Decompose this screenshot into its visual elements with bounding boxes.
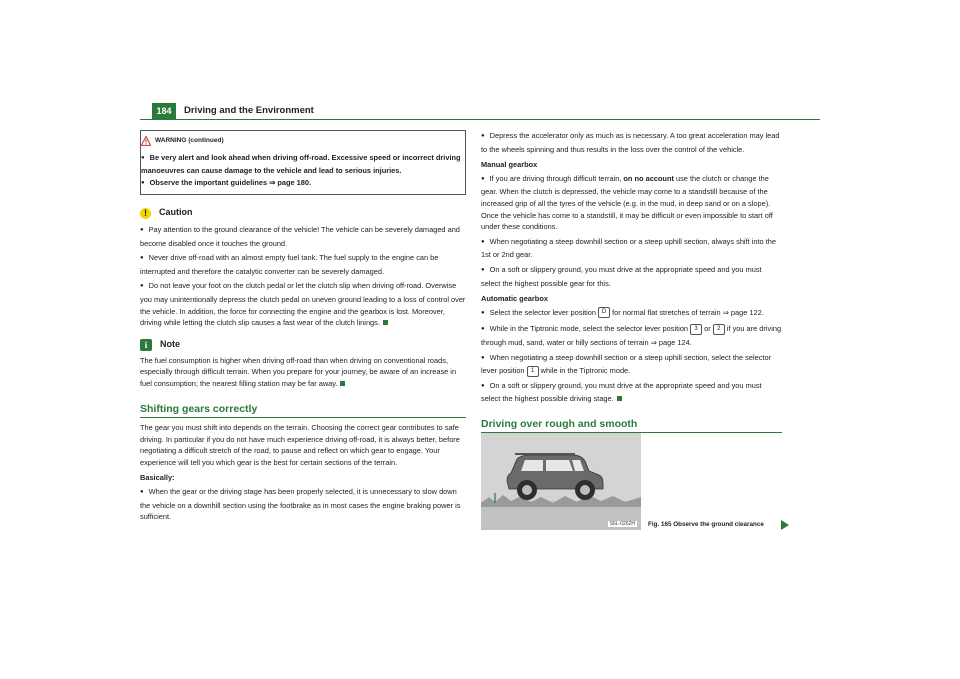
manual-item: ● On a soft or slippery ground, you must drive at the appropriate speed and you must select the highest possible gear for this.	[481, 264, 782, 289]
left-column	[140, 130, 466, 526]
page-header	[140, 102, 820, 120]
note-text-paragraph	[140, 355, 466, 390]
warning-box	[140, 130, 466, 195]
header-divider	[140, 119, 820, 120]
figure-vehicle-ground-clearance	[481, 433, 641, 530]
manual-item-text: use the clutch or change the gear. When the clutch is depressed, the vehicle may come to a standstill because of the increased grip of all the tyres of the vehicle (e.g. in the mud, in deep sand or on a slope). Once the vehicle has come to a standstill, it may be difficult or even impossible to start off under these conditions.	[481, 173, 773, 232]
basically-item: ● When the gear or the driving stage has been properly selected, it is unnecessary to slow down the vehicle on a downhill section using the footbrake as in most cases the engine braking power is sufficient.	[140, 486, 466, 523]
note-text: The fuel consumption is higher when driving off-road than when driving on conventional roads, especially through difficult terrain. When you prepare for your journey, be aware of an increase in fuel consumption; the nearest filling station may be far away.	[140, 355, 457, 388]
section-title-rough-smooth: Driving over rough and smooth	[481, 419, 782, 434]
accelerator-item: ● Depress the accelerator only as much as is necessary. A too great acceleration may lead to the wheels spinning and thus results in the loss over the control of the vehicle.	[481, 130, 782, 155]
caution-heading-text: Caution	[159, 207, 193, 218]
selector-position-badge: 3	[690, 324, 702, 335]
section-end-mark	[617, 396, 622, 401]
section-end-mark	[340, 381, 345, 386]
automatic-item	[481, 307, 782, 321]
basically-label: Basically:	[140, 473, 175, 483]
selector-position-badge: 1	[527, 366, 539, 377]
warning-triangle-icon	[141, 136, 151, 146]
automatic-item-text: When negotiating a steep downhill section or a steep uphill section, select the selector lever position	[481, 352, 772, 376]
shifting-intro: The gear you must shift into depends on the terrain. Choosing the correct gear contributes to safe driving. In particular if you do not have much experience driving off-road, it is always better, before negotiating a difficult stretch of the road, to pause and reflect on which gear to engage. Your experience will tell you which gear is the best for certain sections of the terrain.	[140, 423, 460, 467]
automatic-item-text: if you are driving through mud, sand, water or hilly sections of terrain ⇒ page 124.	[481, 324, 782, 347]
automatic-item-text: Select the selector lever position	[489, 307, 599, 317]
page-number: 184	[152, 103, 176, 119]
caution-item	[140, 280, 466, 328]
warning-item: ● Be very alert and look ahead when driving off-road. Excessive speed or incorrect driving manoeuvres can cause damage to the vehicle and lead to serious injuries.	[141, 152, 461, 177]
section-end-mark	[383, 320, 388, 325]
warning-heading-text: WARNING (continued)	[155, 137, 224, 144]
page-title: Driving and the Environment	[184, 105, 314, 116]
selector-position-badge: 2	[713, 324, 725, 335]
automatic-item	[481, 352, 782, 377]
warning-heading	[141, 135, 461, 147]
selector-position-badge: D	[598, 307, 610, 318]
caution-item-text: Do not leave your foot on the clutch pedal or let the clutch slip when driving off-road. Overwise you may unintentionally depress the clutch pedal on uneven ground leading to a loss of control over the vehicle. In addition, the force for connecting the engine and the gearbox is lost. Moreover, driving while letting the clutch slip causes a fast wear of the clutch linings.	[140, 281, 466, 328]
right-column	[481, 130, 782, 437]
note-heading	[140, 339, 466, 351]
figure-code: S6L-0262H	[609, 521, 635, 527]
note-heading-text: Note	[160, 338, 180, 349]
car-offroad-illustration	[481, 433, 641, 530]
caution-heading	[140, 207, 466, 219]
automatic-item-text: or	[702, 324, 713, 334]
note-info-icon: i	[140, 339, 152, 351]
automatic-item-text: While in the Tiptronic mode, select the selector lever position	[489, 324, 691, 334]
automatic-item-text: while in the Tiptronic mode.	[538, 366, 631, 376]
manual-item-text: If you are driving through difficult terrain,	[489, 173, 624, 183]
manual-item-emphasis: on no account	[623, 173, 674, 183]
caution-item: ● Pay attention to the ground clearance of the vehicle! The vehicle can be severely damaged and become disabled once it touches the ground.	[140, 224, 466, 249]
automatic-item	[481, 380, 782, 405]
manual-item: ● When negotiating a steep downhill section or a steep uphill section, always shift into the 1st or 2nd gear.	[481, 236, 782, 261]
automatic-gearbox-label: Automatic gearbox	[481, 294, 548, 304]
automatic-item	[481, 323, 782, 348]
section-title-shifting: Shifting gears correctly	[140, 404, 466, 419]
caution-item: ● Never drive off-road with an almost empty fuel tank. The fuel supply to the engine can be interrupted and therefore the catalytic converter can be severely damaged.	[140, 252, 466, 277]
manual-item	[481, 173, 782, 233]
automatic-item-text: On a soft or slippery ground, you must drive at the appropriate speed and you must select the highest possible driving stage.	[481, 380, 762, 404]
manual-gearbox-label: Manual gearbox	[481, 160, 538, 170]
figure-caption: Fig. 165 Observe the ground clearance	[648, 521, 764, 528]
continue-arrow-icon	[781, 520, 789, 530]
caution-exclamation-icon: !	[140, 208, 151, 219]
warning-item: ● Observe the important guidelines ⇒ page 180.	[141, 177, 461, 191]
automatic-item-text: for normal flat stretches of terrain ⇒ page 122.	[610, 307, 764, 317]
